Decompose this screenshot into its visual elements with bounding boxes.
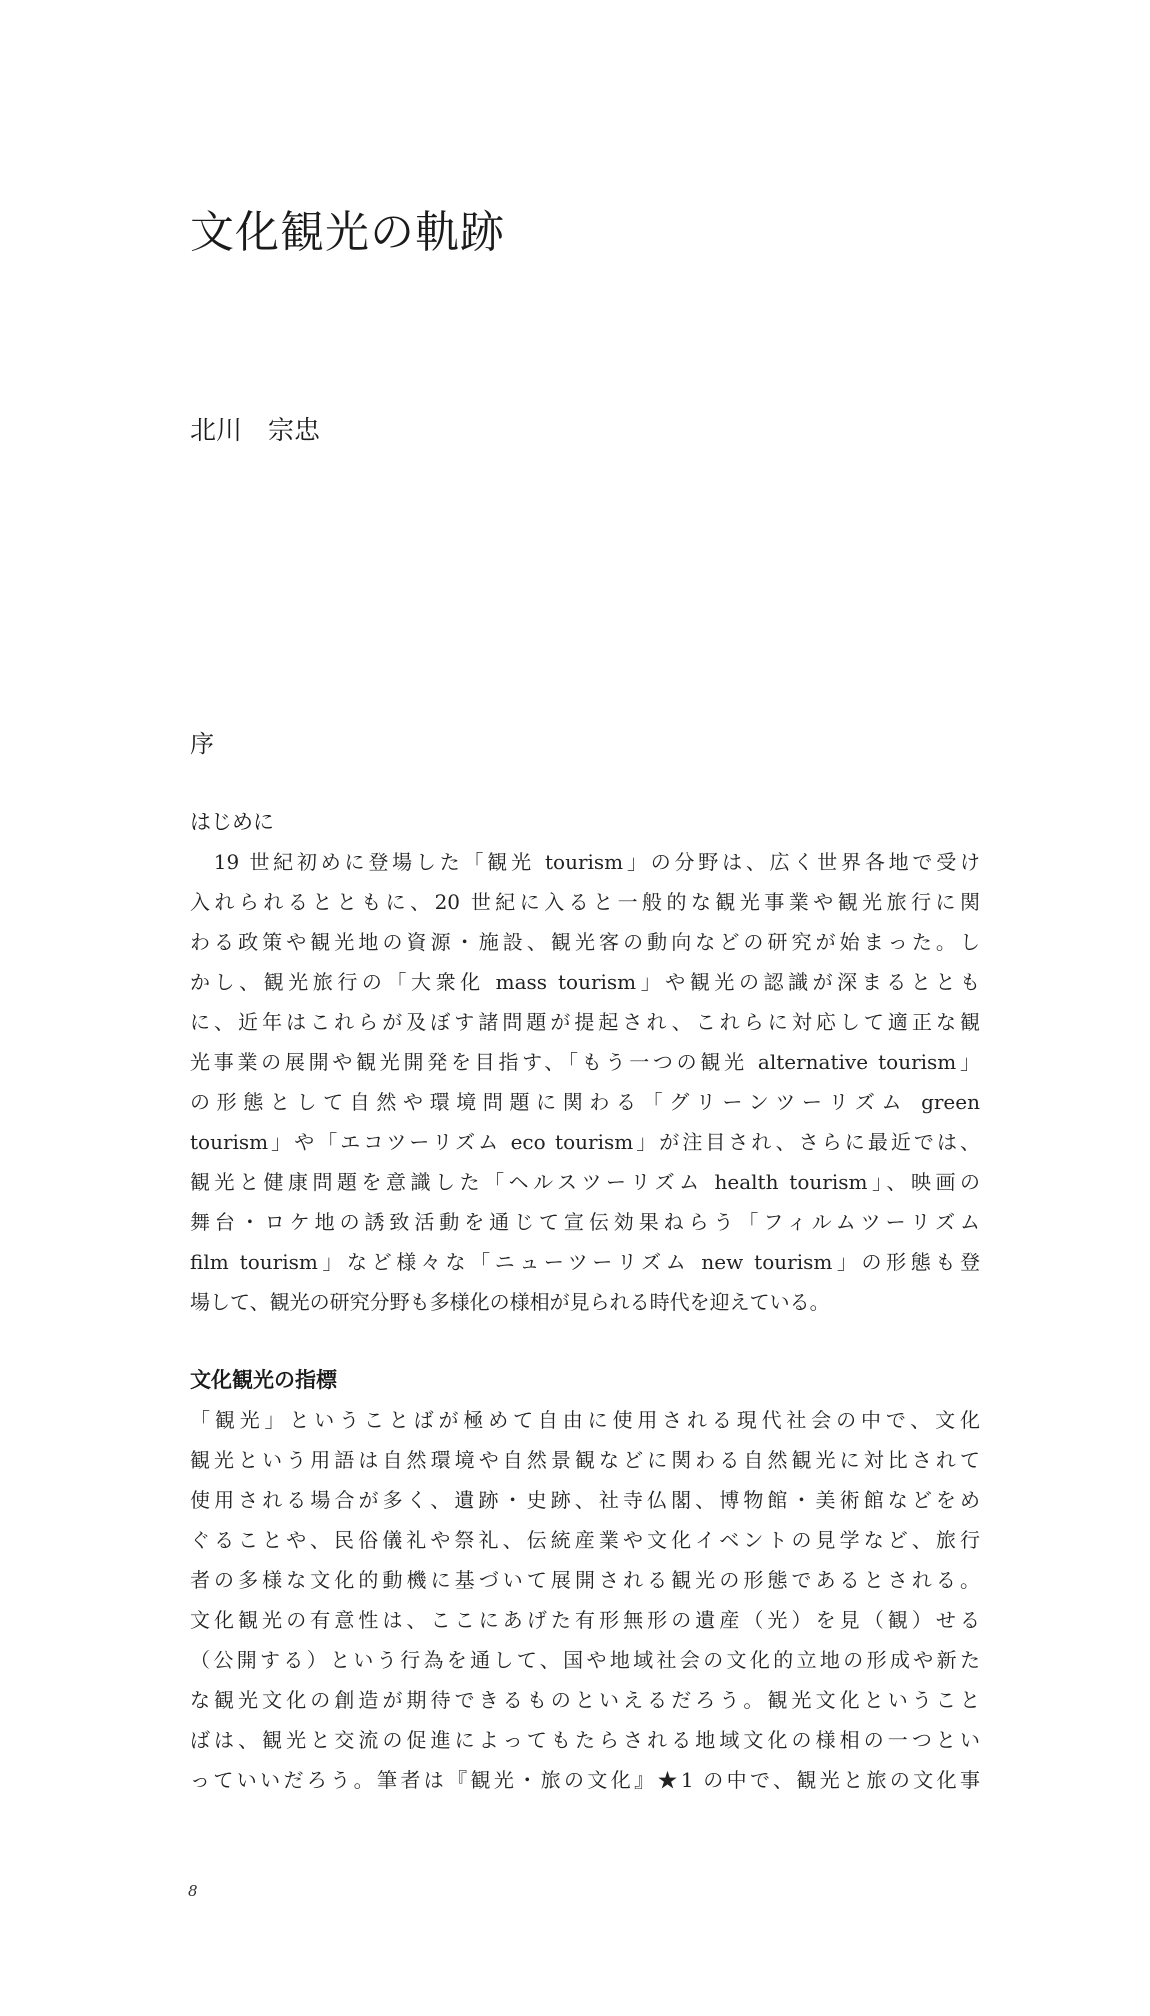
text-line: の形態として自然や環境問題に関わる「グリーンツーリズム green [190, 1090, 980, 1114]
text-line: 使用される場合が多く、遺跡・史跡、社寺仏閣、博物館・美術館などをめ [190, 1488, 980, 1512]
text-line: 「観光」ということばが極めて自由に使用される現代社会の中で、文化 [190, 1408, 980, 1432]
text-line: ばは、観光と交流の促進によってもたらされる地域文化の様相の一つとい [190, 1728, 980, 1752]
text-line: 場して、観光の研究分野も多様化の様相が見られる時代を迎えている。 [190, 1290, 830, 1314]
text-line: 19 世紀初めに登場した「観光 tourism」の分野は、広く世界各地で受け [190, 850, 980, 874]
section-introduction [190, 802, 980, 1322]
subsection-heading: 文化観光の指標 [190, 1368, 337, 1392]
paragraph [190, 842, 980, 1322]
paragraph [190, 1400, 980, 1800]
text-line: 舞台・ロケ地の誘致活動を通じて宣伝効果ねらう「フィルムツーリズム [190, 1210, 980, 1234]
text-line: 者の多様な文化的動機に基づいて展開される観光の形態であるとされる。 [190, 1568, 980, 1592]
section-cultural-tourism-indicators [190, 1360, 980, 1800]
author-name: 北川 宗忠 [190, 416, 321, 446]
text-line: わる政策や観光地の資源・施設、観光客の動向などの研究が始まった。し [190, 930, 980, 954]
text-line: っていいだろう。筆者は『観光・旅の文化』★1 の中で、観光と旅の文化事 [190, 1768, 980, 1792]
text-line: 観光と健康問題を意識した「ヘルスツーリズム health tourism」、映画の [190, 1170, 980, 1194]
text-line: （公開する）という行為を通して、国や地域社会の文化的立地の形成や新た [190, 1648, 980, 1672]
page-number: 8 [188, 1882, 198, 1900]
article-title: 文化観光の軌跡 [190, 207, 505, 258]
text-line: に、近年はこれらが及ぼす諸問題が提起され、これらに対応して適正な観 [190, 1010, 980, 1034]
text-line: film tourism」など様々な「ニューツーリズム new tourism」の形態も登 [190, 1250, 980, 1274]
subsection-heading: はじめに [190, 810, 274, 834]
text-line: な観光文化の創造が期待できるものといえるだろう。観光文化ということ [190, 1688, 980, 1712]
text-line: かし、観光旅行の「大衆化 mass tourism」や観光の認識が深まるととも [190, 970, 980, 994]
text-line: ぐることや、民俗儀礼や祭礼、伝統産業や文化イベントの見学など、旅行 [190, 1528, 980, 1552]
text-line: 光事業の展開や観光開発を目指す、「もう一つの観光 alternative tourism」 [190, 1050, 980, 1074]
text-line: 入れられるとともに、20 世紀に入ると一般的な観光事業や観光旅行に関 [190, 890, 980, 914]
section-heading: 序 [190, 730, 214, 758]
text-line: 文化観光の有意性は、ここにあげた有形無形の遺産（光）を見（観）せる [190, 1608, 980, 1632]
text-line: 観光という用語は自然環境や自然景観などに関わる自然観光に対比されて [190, 1448, 980, 1472]
text-line: tourism」や「エコツーリズム eco tourism」が注目され、さらに最近では、 [190, 1130, 980, 1154]
